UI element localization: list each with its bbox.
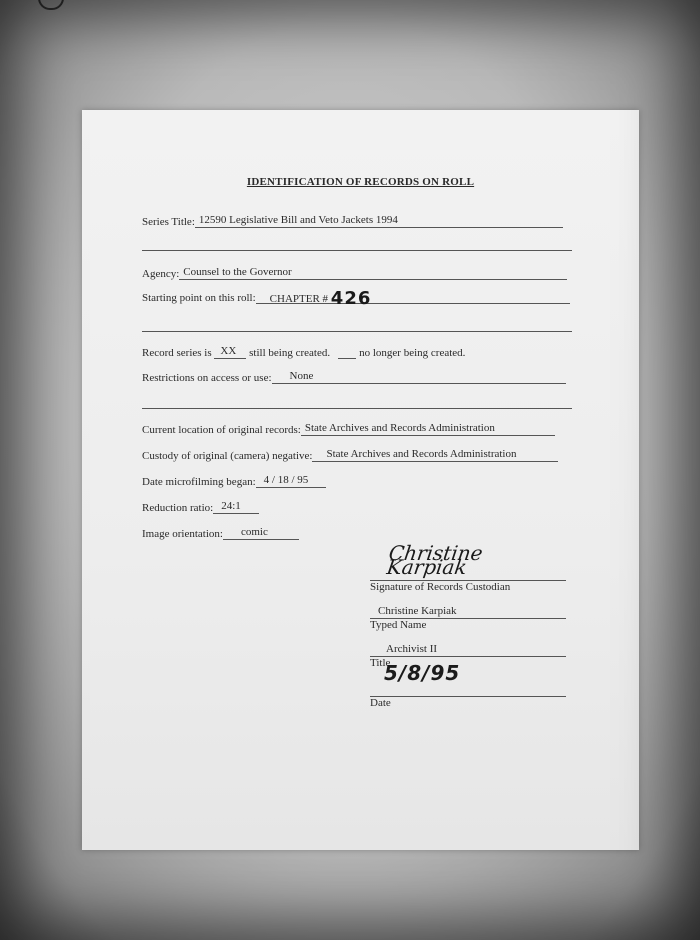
agency-value: Counsel to the Governor: [179, 266, 567, 280]
form-title: IDENTIFICATION OF RECORDS ON ROLL: [246, 176, 475, 188]
records-form-page: [82, 110, 639, 850]
reduction-label: Reduction ratio:: [142, 502, 214, 514]
typed-name-caption: Typed Name: [370, 619, 427, 631]
current-location-row: [142, 422, 572, 436]
orientation-label: Image orientation:: [142, 528, 223, 540]
series-title-label: Series Title:: [142, 216, 195, 228]
custody-row: [142, 448, 572, 462]
blank-line: [142, 408, 572, 409]
film-edge-mark: [38, 0, 64, 10]
date-began-label: Date microfilming began:: [142, 476, 256, 488]
restrictions-row: [142, 370, 572, 384]
signature-caption: Signature of Records Custodian: [370, 581, 511, 593]
no-longer-created-label: no longer being created.: [359, 347, 466, 359]
blank-line: [142, 331, 572, 332]
typed-name-value: Christine Karpiak: [370, 604, 566, 619]
still-created-mark: XX: [214, 345, 246, 359]
reduction-value: 24:1: [213, 500, 259, 514]
signature-block: [370, 541, 566, 594]
date-began-value: 4 / 18 / 95: [256, 474, 326, 488]
record-series-row: [142, 345, 572, 359]
starting-point-label: Starting point on this roll:: [142, 292, 256, 304]
agency-row: [142, 266, 572, 280]
restrictions-value: None: [272, 370, 566, 384]
starting-point-row: [142, 288, 572, 309]
still-created-label: still being created.: [249, 347, 331, 359]
starting-point-field: [256, 288, 570, 309]
title-caption: Title: [370, 657, 391, 669]
reduction-row: [142, 500, 572, 514]
agency-label: Agency:: [142, 268, 180, 280]
date-began-row: [142, 474, 572, 488]
chapter-number-handwritten: 426: [330, 288, 372, 309]
series-title-value: 12590 Legislative Bill and Veto Jackets 1994: [195, 214, 563, 228]
custody-label: Custody of original (camera) negative:: [142, 450, 313, 462]
starting-point-value: CHAPTER #: [269, 293, 329, 305]
restrictions-label: Restrictions on access or use:: [142, 372, 272, 384]
date-caption: Date: [370, 697, 391, 709]
orientation-row: [142, 526, 572, 540]
signed-date-handwritten: 5/8/95: [384, 661, 461, 685]
current-location-value: State Archives and Records Administration: [301, 422, 555, 436]
record-series-label: Record series is: [142, 347, 212, 359]
series-title-row: [142, 214, 572, 228]
typed-name-block: [370, 604, 566, 632]
current-location-label: Current location of original records:: [142, 424, 301, 436]
title-value: Archivist II: [370, 642, 566, 657]
blank-line: [142, 250, 572, 251]
signature-line: [370, 541, 566, 581]
custody-value: State Archives and Records Administration: [312, 448, 558, 462]
no-longer-created-mark: [338, 345, 356, 359]
orientation-value: comic: [223, 526, 299, 540]
custodian-signature: Christine Karpiak: [385, 541, 485, 579]
